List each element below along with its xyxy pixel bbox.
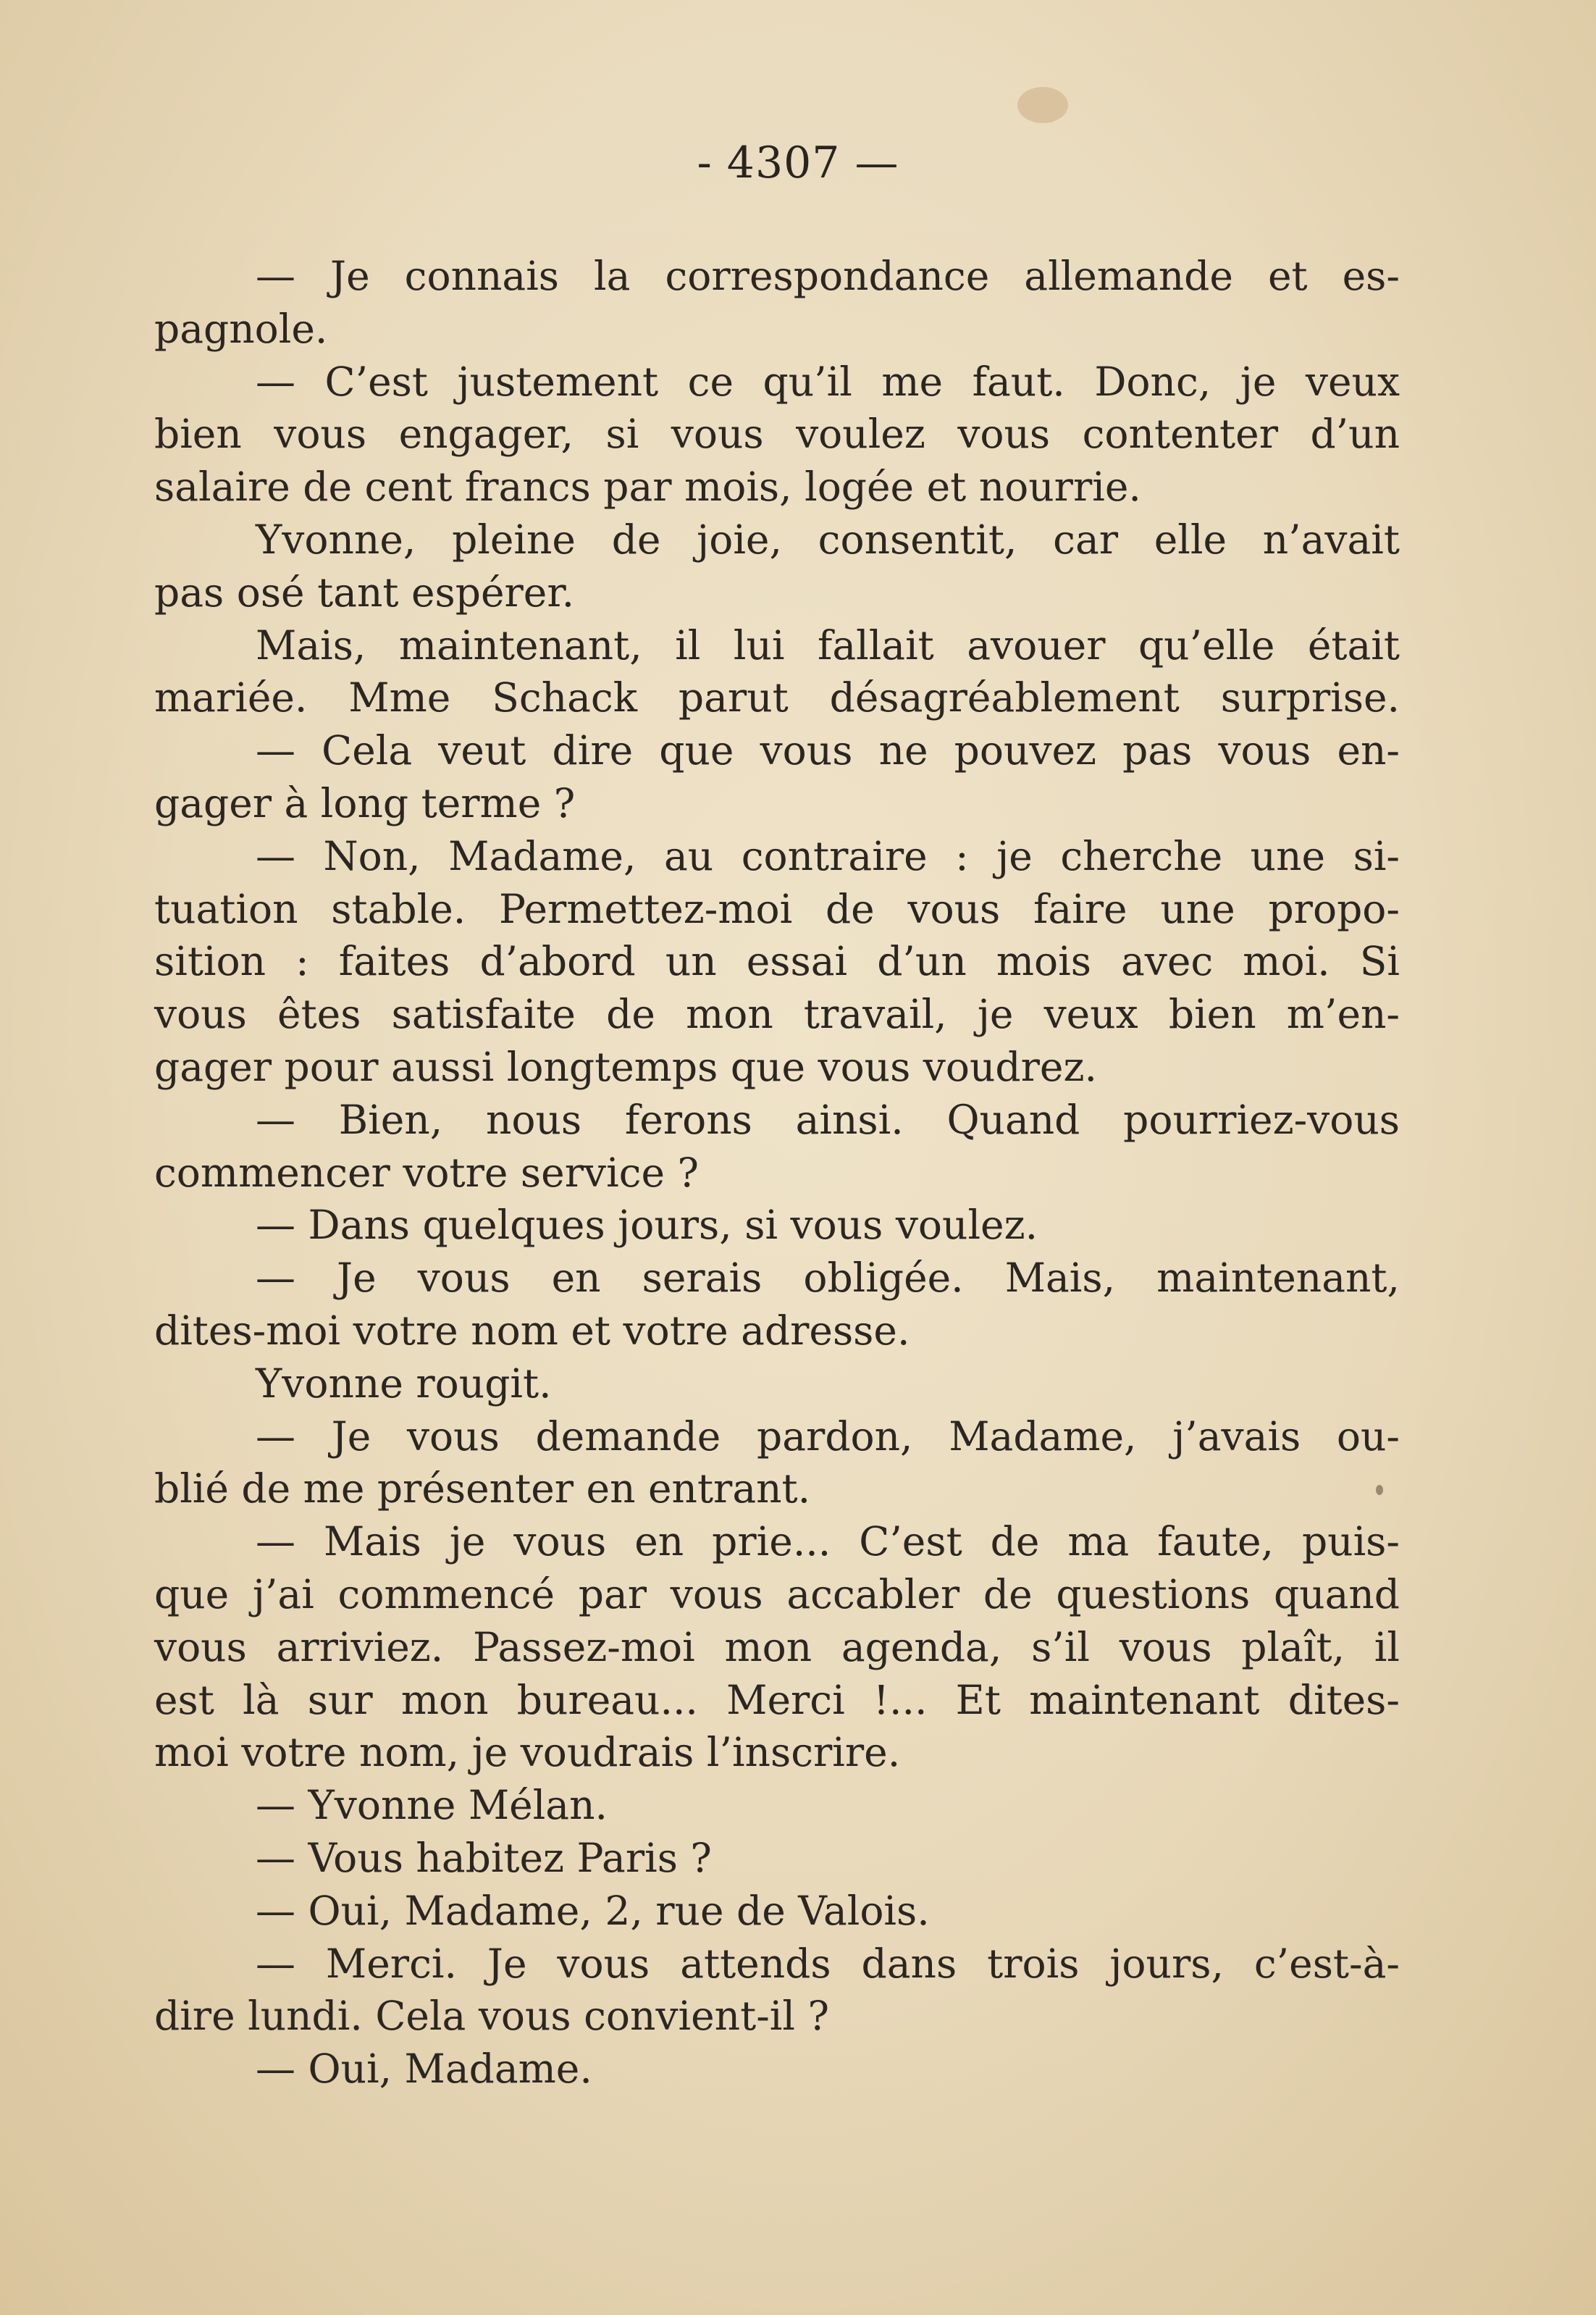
text-line: — Je connais la correspondance allemande et es- bbox=[256, 253, 1400, 299]
text-line: — Non, Madame, au contraire : je cherche une si- bbox=[256, 832, 1400, 879]
text-line: — Yvonne Mélan. bbox=[256, 1782, 608, 1829]
text-line: commencer votre service ? bbox=[154, 1149, 699, 1196]
paper-stain bbox=[1017, 87, 1068, 123]
text-line: Mais, maintenant, il lui fallait avouer qu’elle était bbox=[256, 621, 1400, 669]
text-line: — Oui, Madame, 2, rue de Valois. bbox=[256, 1887, 930, 1934]
text-line: sition : faites d’abord un essai d’un mois avec moi. Si bbox=[154, 938, 1400, 985]
text-line: moi votre nom, je voudrais l’inscrire. bbox=[154, 1729, 901, 1776]
text-line: — Merci. Je vous attends dans trois jours, c’est-à- bbox=[256, 1940, 1400, 1987]
text-line: — Je vous en serais obligée. Mais, maintenant, bbox=[256, 1255, 1400, 1302]
text-line: — Mais je vous en prie... C’est de ma faute, puis- bbox=[256, 1518, 1400, 1565]
text-line: vous arriviez. Passez-moi mon agenda, s’il vous plaît, il bbox=[154, 1623, 1400, 1670]
text-line: gager pour aussi longtemps que vous voudrez. bbox=[154, 1043, 1097, 1090]
text-line: — Oui, Madame. bbox=[256, 2046, 592, 2093]
text-line: tuation stable. Permettez-moi de vous faire une propo- bbox=[154, 885, 1400, 932]
text-line: pagnole. bbox=[154, 305, 328, 352]
text-line: — Bien, nous ferons ainsi. Quand pourriez-vous bbox=[256, 1096, 1400, 1143]
text-line: est là sur mon bureau... Merci !... Et maintenant dites- bbox=[154, 1676, 1400, 1723]
body-text bbox=[154, 250, 1400, 2096]
text-line: pas osé tant espérer. bbox=[154, 569, 575, 616]
text-line: — Cela veut dire que vous ne pouvez pas vous en- bbox=[256, 727, 1400, 774]
page-number: - 4307 — bbox=[697, 138, 899, 188]
text-line: dites-moi votre nom et votre adresse. bbox=[154, 1307, 910, 1354]
text-line: — C’est justement ce qu’il me faut. Donc, je veux bbox=[256, 358, 1400, 405]
text-line: — Je vous demande pardon, Madame, j’avais ou- bbox=[256, 1412, 1400, 1460]
text-line: mariée. Mme Schack parut désagréablement surprise. bbox=[154, 674, 1400, 721]
text-line: Yvonne rougit. bbox=[256, 1360, 552, 1407]
text-line: — Dans quelques jours, si vous voulez. bbox=[256, 1202, 1038, 1249]
text-line: Yvonne, pleine de joie, consentit, car elle n’avait bbox=[256, 516, 1400, 563]
text-line: que j’ai commencé par vous accabler de questions quand bbox=[154, 1570, 1400, 1617]
text-line: vous êtes satisfaite de mon travail, je veux bien m’en- bbox=[154, 991, 1400, 1038]
text-line: blié de me présenter en entrant. bbox=[154, 1465, 811, 1512]
text-line: bien vous engager, si vous voulez vous contenter d’un bbox=[154, 411, 1400, 458]
text-line: dire lundi. Cela vous convient-il ? bbox=[154, 1993, 829, 2040]
text-line: gager à long terme ? bbox=[154, 779, 576, 826]
text-line: — Vous habitez Paris ? bbox=[256, 1834, 712, 1881]
text-line: salaire de cent francs par mois, logée et nourrie. bbox=[154, 464, 1141, 511]
